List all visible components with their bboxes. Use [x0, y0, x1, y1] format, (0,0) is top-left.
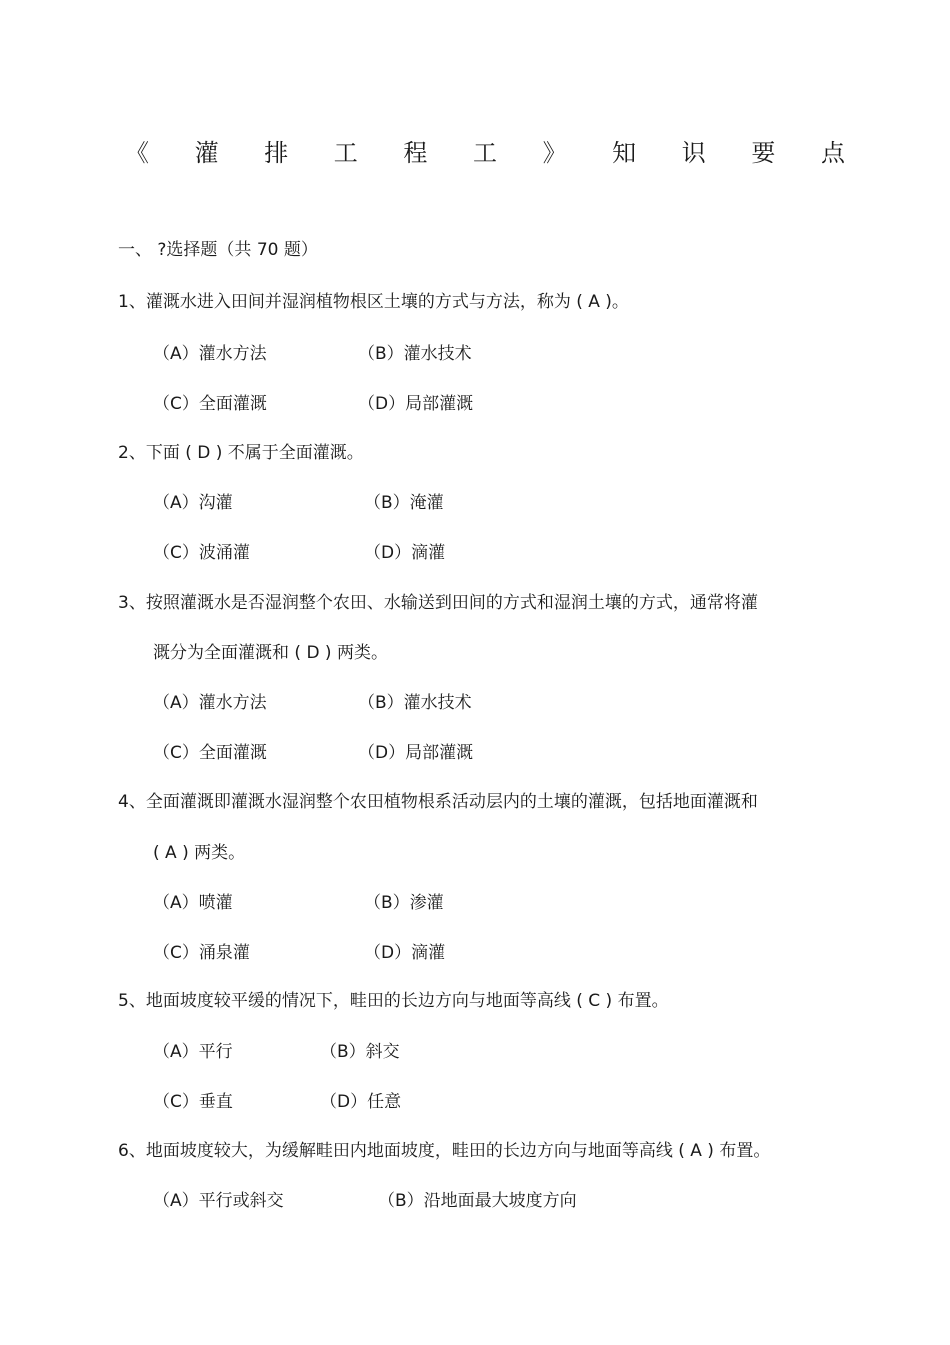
- title-char: 《: [125, 139, 149, 167]
- question-3-text-continued: 溉分为全面灌溉和 ( D ) 两类。: [153, 643, 388, 663]
- q6-option-b: （B）沿地面最大坡度方向: [378, 1191, 577, 1211]
- q2-option-d: （D）滴灌: [364, 543, 446, 563]
- q1-option-d: （D）局部灌溉: [358, 394, 474, 414]
- title-char: 工: [333, 139, 358, 167]
- question-2-text: 2、下面 ( D ) 不属于全面灌溉。: [118, 443, 364, 463]
- q5-option-c: （C）垂直: [153, 1092, 233, 1112]
- page-title: [125, 135, 845, 171]
- q3-option-a: （A）灌水方法: [153, 693, 267, 713]
- q4-option-a: （A）喷灌: [153, 893, 233, 913]
- q3-option-b: （B）灌水技术: [358, 693, 472, 713]
- q1-option-b: （B）灌水技术: [358, 344, 472, 364]
- question-1-text: 1、灌溉水进入田间并湿润植物根区土壤的方式与方法，称为 ( A )。: [118, 292, 629, 312]
- q1-option-c: （C）全面灌溉: [153, 394, 267, 414]
- section-heading: 一、 ?选择题（共 70 题）: [118, 240, 318, 260]
- title-char: 点: [820, 139, 845, 167]
- title-char: 程: [403, 139, 428, 167]
- question-5-text: 5、地面坡度较平缓的情况下，畦田的长边方向与地面等高线 ( C ) 布置。: [118, 991, 669, 1011]
- q6-option-a: （A）平行或斜交: [153, 1191, 284, 1211]
- title-char: 工: [472, 139, 497, 167]
- q2-option-b: （B）淹灌: [364, 493, 444, 513]
- q4-option-c: （C）涌泉灌: [153, 943, 250, 963]
- q5-option-d: （D）任意: [320, 1092, 402, 1112]
- q5-option-b: （B）斜交: [320, 1042, 400, 1062]
- title-char: 知: [612, 139, 637, 167]
- q2-option-c: （C）波涌灌: [153, 543, 250, 563]
- q4-option-d: （D）滴灌: [364, 943, 446, 963]
- q3-option-d: （D）局部灌溉: [358, 743, 474, 763]
- question-4-text-continued: ( A ) 两类。: [153, 843, 246, 863]
- q2-option-a: （A）沟灌: [153, 493, 233, 513]
- title-char: 排: [264, 139, 289, 167]
- title-char: 要: [751, 139, 776, 167]
- q3-option-c: （C）全面灌溉: [153, 743, 267, 763]
- question-3-text: 3、按照灌溉水是否湿润整个农田、水输送到田间的方式和湿润土壤的方式，通常将灌: [118, 593, 758, 613]
- title-char: 识: [681, 139, 706, 167]
- q4-option-b: （B）渗灌: [364, 893, 444, 913]
- question-4-text: 4、全面灌溉即灌溉水湿润整个农田植物根系活动层内的土壤的灌溉，包括地面灌溉和: [118, 792, 758, 812]
- title-char: 灌: [194, 139, 219, 167]
- q1-option-a: （A）灌水方法: [153, 344, 267, 364]
- title-char: 》: [542, 139, 567, 167]
- q5-option-a: （A）平行: [153, 1042, 233, 1062]
- question-6-text: 6、地面坡度较大，为缓解畦田内地面坡度，畦田的长边方向与地面等高线 ( A ) 布置。: [118, 1141, 771, 1161]
